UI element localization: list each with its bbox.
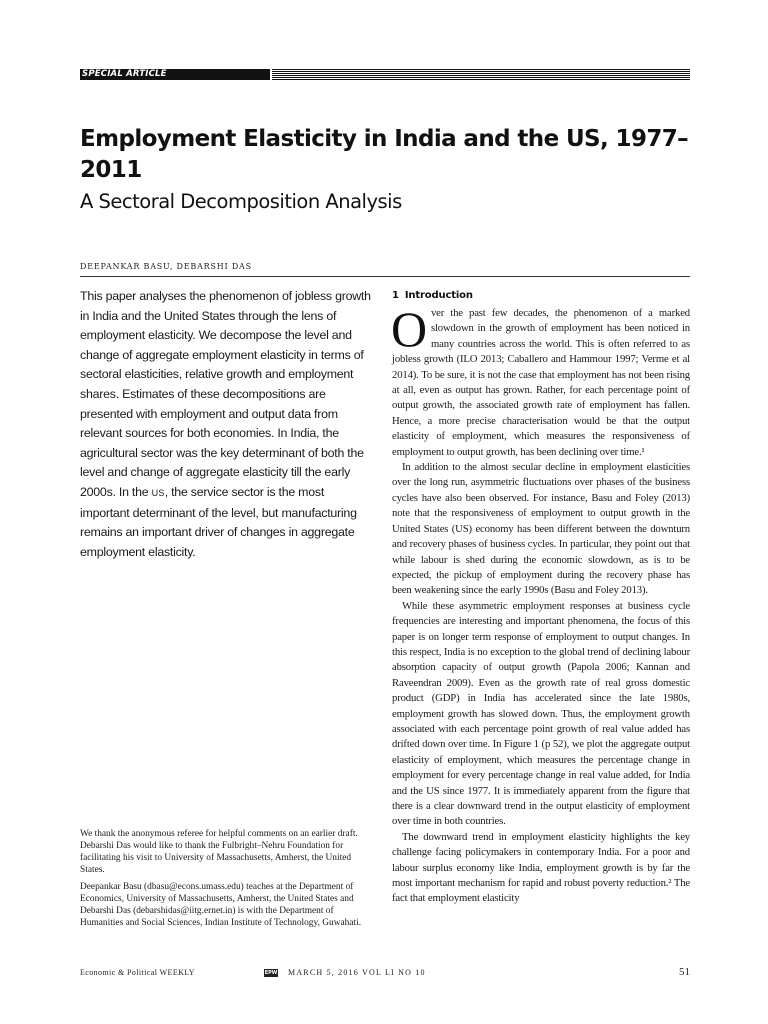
- journal-name: Economic & Political WEEKLY: [80, 968, 195, 977]
- body-paragraph: In addition to the almost secular decline in employment elasticities over the long run, asymmetric fluctuations over phases of the business cycles have also been observed. For instance, Basu and Foley (2013) note that the responsiveness of employment to output growth in the United States (US) economy has been different between the downturn and recovery phases of business cycles. In particular, they point out that while labour is shed during the economic slowdown, as is to be expected, the pickup of employment during the recovery phase has been weakening since the early 1990s (Basu and Foley 2013).: [392, 461, 690, 597]
- author-affiliation-note: Deepankar Basu (dbasu@econs.umass.edu) teaches at the Department of Economics, University of Massachusetts, Amherst, the United States and Debarshi Das (debarshidas@iitg.ernet.in) is with the Department of Humanities and Social Sciences, Indian Institute of Technology, Guwahati.: [80, 882, 362, 928]
- article-type-label: SPECIAL ARTICLE: [80, 69, 270, 80]
- abstract: [80, 287, 372, 562]
- paragraph-text: ver the past few decades, the phenomenon of a marked slowdown in the growth of employment has been noticed in many countries across the world. This is often referred to as jobless growth (ILO 2013; Caballero and Hammour 1997; Verme et al 2014). To be sure, it is not the case that employment has not been rising at all, even as output has grown. Rather, for each percentage point of output growth, the associated growth rate of employment has fallen. Hence, a more precise characterisation would be that the output elasticity of employment, which measures the responsiveness of employment to output growth, has been declining over time.¹: [392, 307, 690, 458]
- issue-info: MARCH 5, 2016 VOL LI NO 10: [288, 968, 426, 977]
- epw-logo-icon: EPW: [264, 970, 278, 976]
- acknowledgement-note: We thank the anonymous referee for helpful comments on an earlier draft. Debarshi Das would like to thank the Fulbright–Nehru Foundation for facilitating his visit to University of Massachusetts, Amherst, the United States.: [80, 829, 358, 875]
- page-footer: [80, 966, 690, 980]
- abstract-text-part-2: , the service sector is the most important determinant of the level, but manufacturing remains an important driver of changes in aggregate employment elasticity.: [80, 484, 357, 559]
- section-number: 1: [392, 290, 399, 301]
- body-paragraph: [391, 301, 690, 460]
- page-number: 51: [679, 966, 690, 978]
- abstract-us-abbrev: US: [151, 487, 165, 498]
- header-decorative-rules: [272, 69, 690, 80]
- body-paragraph: The downward trend in employment elasticity highlights the key challenge facing policymakers in contemporary India. For a poor and labour surplus economy like India, employment growth is by far the most important mechanism for rapid and robust poverty reduction.² The fact that employment elasticity: [392, 830, 690, 905]
- article-type-header: [80, 69, 690, 81]
- section-title: Introduction: [404, 290, 473, 301]
- section-heading: [392, 289, 690, 303]
- footnotes: [80, 828, 372, 934]
- body-column: [392, 289, 690, 907]
- article-subtitle: A Sectoral Decomposition Analysis: [80, 190, 402, 213]
- abstract-text-part-1: This paper analyses the phenomenon of jobless growth in India and the United States through the lens of employment elasticity. We decompose the level and change of aggregate employment elasticity in terms of sectoral elasticities, relative growth and employment shares. Estimates of these decompositions are presented with employment and output data from relevant sources for both economies. In India, the agricultural sector was the key determinant of both the level and change of aggregate elasticity till the early 2000s. In the: [80, 289, 371, 499]
- author-line: DEEPANKAR BASU, DEBARSHI DAS: [80, 262, 252, 271]
- body-paragraph: While these asymmetric employment responses at business cycle frequencies are interesting and important phenomena, the focus of this paper is on longer term response of employment to output changes. In this respect, India is no exception to the global trend of declining labour absorption capacity of output growth (Papola 2006; Kannan and Raveendran 2009). Even as the growth rate of real gross domestic product (GDP) in India has accelerated since the late 1980s, employment growth has slowed down. Thus, the employment growth associated with each percentage point growth of real value added has drifted down over time. In Figure 1 (p 52), we plot the aggregate output elasticity of employment, which measures the percentage change in employment for every percentage change in real value added, for India and the US since 1977. It is immediately apparent from the figure that there is a clear downward trend in the output elasticity of employment over time in both countries.: [392, 599, 690, 828]
- author-divider: [80, 276, 690, 277]
- drop-cap: O: [391, 301, 427, 357]
- article-title: Employment Elasticity in India and the US, 1977–2011: [80, 126, 689, 183]
